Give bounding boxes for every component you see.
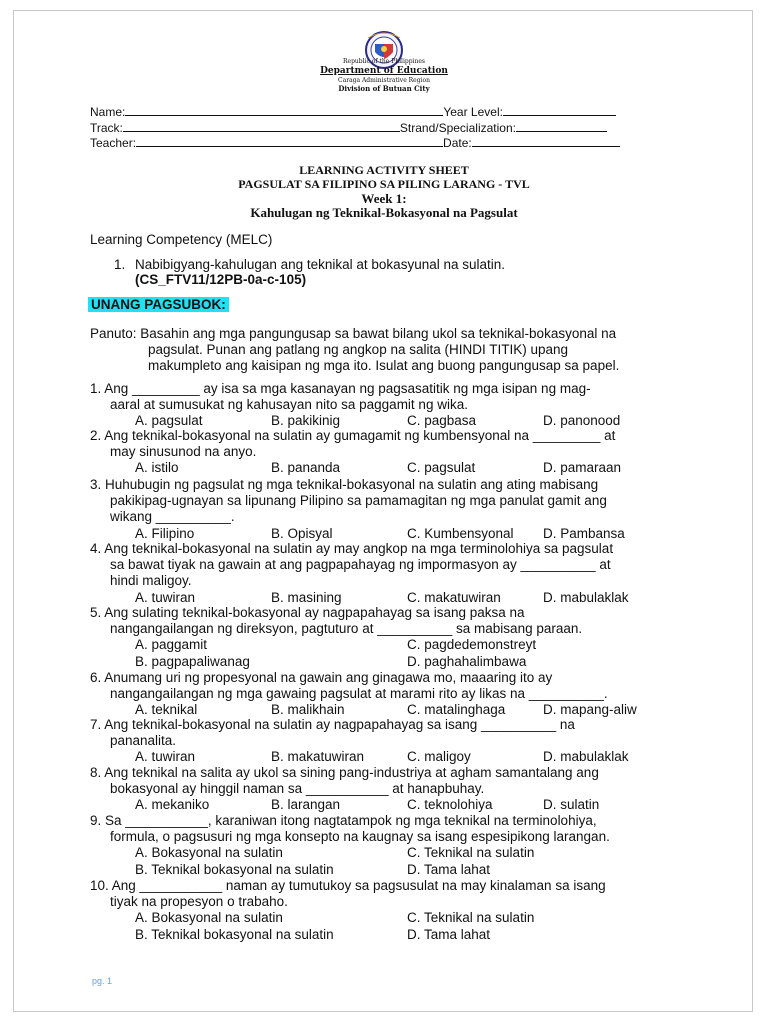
competency-code: (CS_FTV11/12PB-0a-c-105) bbox=[135, 272, 307, 287]
answer-choice[interactable]: A. tuwiran bbox=[135, 589, 196, 605]
region-text: Caraga Administrative Region bbox=[338, 77, 430, 84]
answer-choice[interactable]: D. panonood bbox=[543, 413, 621, 429]
answer-choice[interactable]: B. Teknikal bokasyonal na sulatin bbox=[135, 926, 334, 942]
instructions-line-2: pagsulat. Punan ang patlang ng angkop na salita (HINDI TITIK) upang bbox=[148, 342, 569, 357]
title-topic: Kahulugan ng Teknikal-Bokasyonal na Pagsulat bbox=[250, 205, 518, 220]
teacher-label: Teacher: bbox=[90, 136, 137, 150]
date-field[interactable] bbox=[472, 135, 620, 147]
answer-choice[interactable]: A. pagsulat bbox=[135, 413, 203, 429]
question-4-line: 4. Ang teknikal-bokasyonal na sulatin ay may angkop na mga terminolohiya sa pagsulat bbox=[90, 541, 614, 556]
answer-choice[interactable]: B. pagpapaliwanag bbox=[135, 653, 250, 669]
answer-choice[interactable]: C. matalinghaga bbox=[407, 702, 506, 718]
answer-choice[interactable]: D. mabulaklak bbox=[543, 589, 629, 605]
strand-field[interactable] bbox=[516, 120, 607, 132]
division-text: Division of Butuan City bbox=[338, 84, 430, 93]
department-text: Department of Education bbox=[320, 66, 448, 76]
question-5-line: 5. Ang sulating teknikal-bokasyonal ay nagpapahayag sa isang paksa na bbox=[90, 605, 525, 620]
question-4-line: sa bawat tiyak na gawain at ang pagpapahayag ng impormasyon ay __________ at bbox=[110, 557, 611, 573]
answer-choice[interactable]: D. paghahalimbawa bbox=[407, 653, 527, 669]
page-number: pg. 1 bbox=[92, 976, 113, 986]
answer-choice[interactable]: A. teknikal bbox=[135, 702, 198, 718]
section-heading-text: UNANG PAGSUBOK: bbox=[88, 297, 229, 312]
answer-choice[interactable]: C. Teknikal na sulatin bbox=[407, 910, 535, 926]
question-5-line: nangangailangan ng direksyon, pagtuturo at __________ sa mabisang paraan. bbox=[110, 621, 583, 637]
info-row-name bbox=[90, 104, 616, 120]
question-1-line: 1. Ang _________ ay isa sa mga kasanayan ng pagsasatitik ng mga isipan ng mag- bbox=[90, 381, 591, 396]
answer-choice[interactable]: A. istilo bbox=[135, 460, 179, 476]
date-label: Date: bbox=[443, 136, 472, 150]
track-label: Track: bbox=[90, 121, 123, 135]
answer-choice[interactable]: A. paggamit bbox=[135, 637, 208, 653]
answer-choice[interactable]: D. pamaraan bbox=[543, 460, 622, 476]
answer-choice[interactable]: D. mapang-aliw bbox=[543, 702, 637, 718]
teacher-field[interactable] bbox=[136, 135, 443, 147]
question-6-line: 6. Anumang uri ng propesyonal na gawain ang ginagawa mo, maaaring ito ay bbox=[90, 670, 553, 685]
answer-choice[interactable]: A. Bokasyonal na sulatin bbox=[135, 910, 283, 926]
question-10-line: tiyak na propesyon o trabaho. bbox=[110, 894, 288, 910]
name-label: Name: bbox=[90, 105, 126, 119]
name-field[interactable] bbox=[125, 104, 443, 116]
competency-number: 1. bbox=[114, 257, 126, 272]
answer-choice[interactable]: D. mabulaklak bbox=[543, 749, 629, 765]
title-line-2: PAGSULAT SA FILIPINO SA PILING LARANG - TVL bbox=[238, 177, 530, 191]
answer-choice[interactable]: A. tuwiran bbox=[135, 749, 196, 765]
title-line-1: LEARNING ACTIVITY SHEET bbox=[299, 163, 469, 177]
competency-label: Learning Competency (MELC) bbox=[90, 232, 273, 247]
answer-choice[interactable]: C. Teknikal na sulatin bbox=[407, 845, 535, 861]
answer-choice[interactable]: C. maligoy bbox=[407, 749, 471, 765]
question-3-line: pakikipag-ugnayan sa lipunang Pilipino sa pamamagitan ng mga panulat gamit ang bbox=[110, 493, 607, 509]
question-8-line: 8. Ang teknikal na salita ay ukol sa sining pang-industriya at agham samantalang ang bbox=[90, 765, 599, 780]
question-7-line: pananalita. bbox=[110, 733, 177, 749]
deped-header bbox=[300, 58, 468, 93]
answer-choice[interactable]: D. Pambansa bbox=[543, 525, 625, 541]
competency-text: Nabibigyang-kahulugan ang teknikal at bokasyunal na sulatin. bbox=[135, 257, 506, 272]
answer-choice[interactable]: B. pananda bbox=[271, 460, 341, 476]
question-10-line: 10. Ang ___________ naman ay tumutukoy sa pagsusulat na may kinalaman sa isang bbox=[90, 878, 606, 893]
republic-text: Republic of the Philippines bbox=[343, 58, 425, 65]
answer-choice[interactable]: C. pagsulat bbox=[407, 460, 476, 476]
answer-choice[interactable]: C. pagbasa bbox=[407, 413, 477, 429]
year-level-label: Year Level: bbox=[443, 105, 503, 119]
answer-choice[interactable]: A. mekaniko bbox=[135, 797, 210, 813]
question-6-line: nangangailangan ng mga gawaing pagsulat at marami rito ay likas na __________. bbox=[110, 686, 608, 702]
answer-choice[interactable]: B. malikhain bbox=[271, 702, 345, 718]
answer-choice[interactable]: D. sulatin bbox=[543, 797, 600, 813]
question-7-line: 7. Ang teknikal-bokasyonal na sulatin ay nagpapahayag sa isang __________ na bbox=[90, 717, 575, 732]
instructions-line-1: Panuto: Basahin ang mga pangungusap sa bawat bilang ukol sa teknikal-bokasyonal na bbox=[90, 326, 617, 341]
title-week: Week 1: bbox=[361, 191, 407, 206]
question-9-line: formula, o pagsusuri ng mga konsepto na kaugnay sa isang espesipikong larangan. bbox=[110, 829, 610, 845]
question-1-line: aaral at sumusukat ng kahusayan nito sa paggamit ng wika. bbox=[110, 397, 468, 413]
question-3-line: 3. Huhubugin ng pagsulat ng mga teknikal-bokasyonal na sulatin ang ating mabisang bbox=[90, 477, 599, 492]
question-8-line: bokasyonal ay hinggil naman sa ___________ at hanapbuhay. bbox=[110, 781, 485, 797]
instructions-line-3: makumpleto ang kaisipan ng mga ito. Isulat ang buong pangungusap sa papel. bbox=[148, 358, 620, 373]
answer-choice[interactable]: D. Tama lahat bbox=[407, 861, 491, 877]
answer-choice[interactable]: C. Kumbensyonal bbox=[407, 525, 514, 541]
answer-choice[interactable]: C. teknolohiya bbox=[407, 797, 493, 813]
answer-choice[interactable]: B. Teknikal bokasyonal na sulatin bbox=[135, 861, 334, 877]
answer-choice[interactable]: B. makatuwiran bbox=[271, 749, 365, 765]
answer-choice[interactable]: B. pakikinig bbox=[271, 413, 341, 429]
answer-choice[interactable]: D. Tama lahat bbox=[407, 926, 491, 942]
question-2-line: may sinusunod na anyo. bbox=[110, 444, 257, 460]
section-heading bbox=[88, 297, 229, 313]
year-level-field[interactable] bbox=[503, 104, 616, 116]
question-2-line: 2. Ang teknikal-bokasyonal na sulatin ay gumagamit ng kumbensyonal na _________ at bbox=[90, 428, 616, 443]
answer-choice[interactable]: C. pagdedemonstreyt bbox=[407, 637, 537, 653]
answer-choice[interactable]: B. Opisyal bbox=[271, 525, 333, 541]
info-row-teacher bbox=[90, 135, 620, 151]
question-3-line: wikang __________. bbox=[110, 509, 235, 525]
question-4-line: hindi maligoy. bbox=[110, 573, 192, 589]
answer-choice[interactable]: A. Filipino bbox=[135, 525, 195, 541]
answer-choice[interactable]: B. larangan bbox=[271, 797, 341, 813]
track-field[interactable] bbox=[123, 120, 400, 132]
answer-choice[interactable]: C. makatuwiran bbox=[407, 589, 501, 605]
answer-choice[interactable]: A. Bokasyonal na sulatin bbox=[135, 845, 283, 861]
info-row-track bbox=[90, 120, 607, 136]
question-9-line: 9. Sa ___________, karaniwan itong nagtatampok ng mga teknikal na terminolohiya, bbox=[90, 813, 597, 828]
answer-choice[interactable]: B. masining bbox=[271, 589, 342, 605]
strand-label: Strand/Specialization: bbox=[399, 121, 516, 135]
